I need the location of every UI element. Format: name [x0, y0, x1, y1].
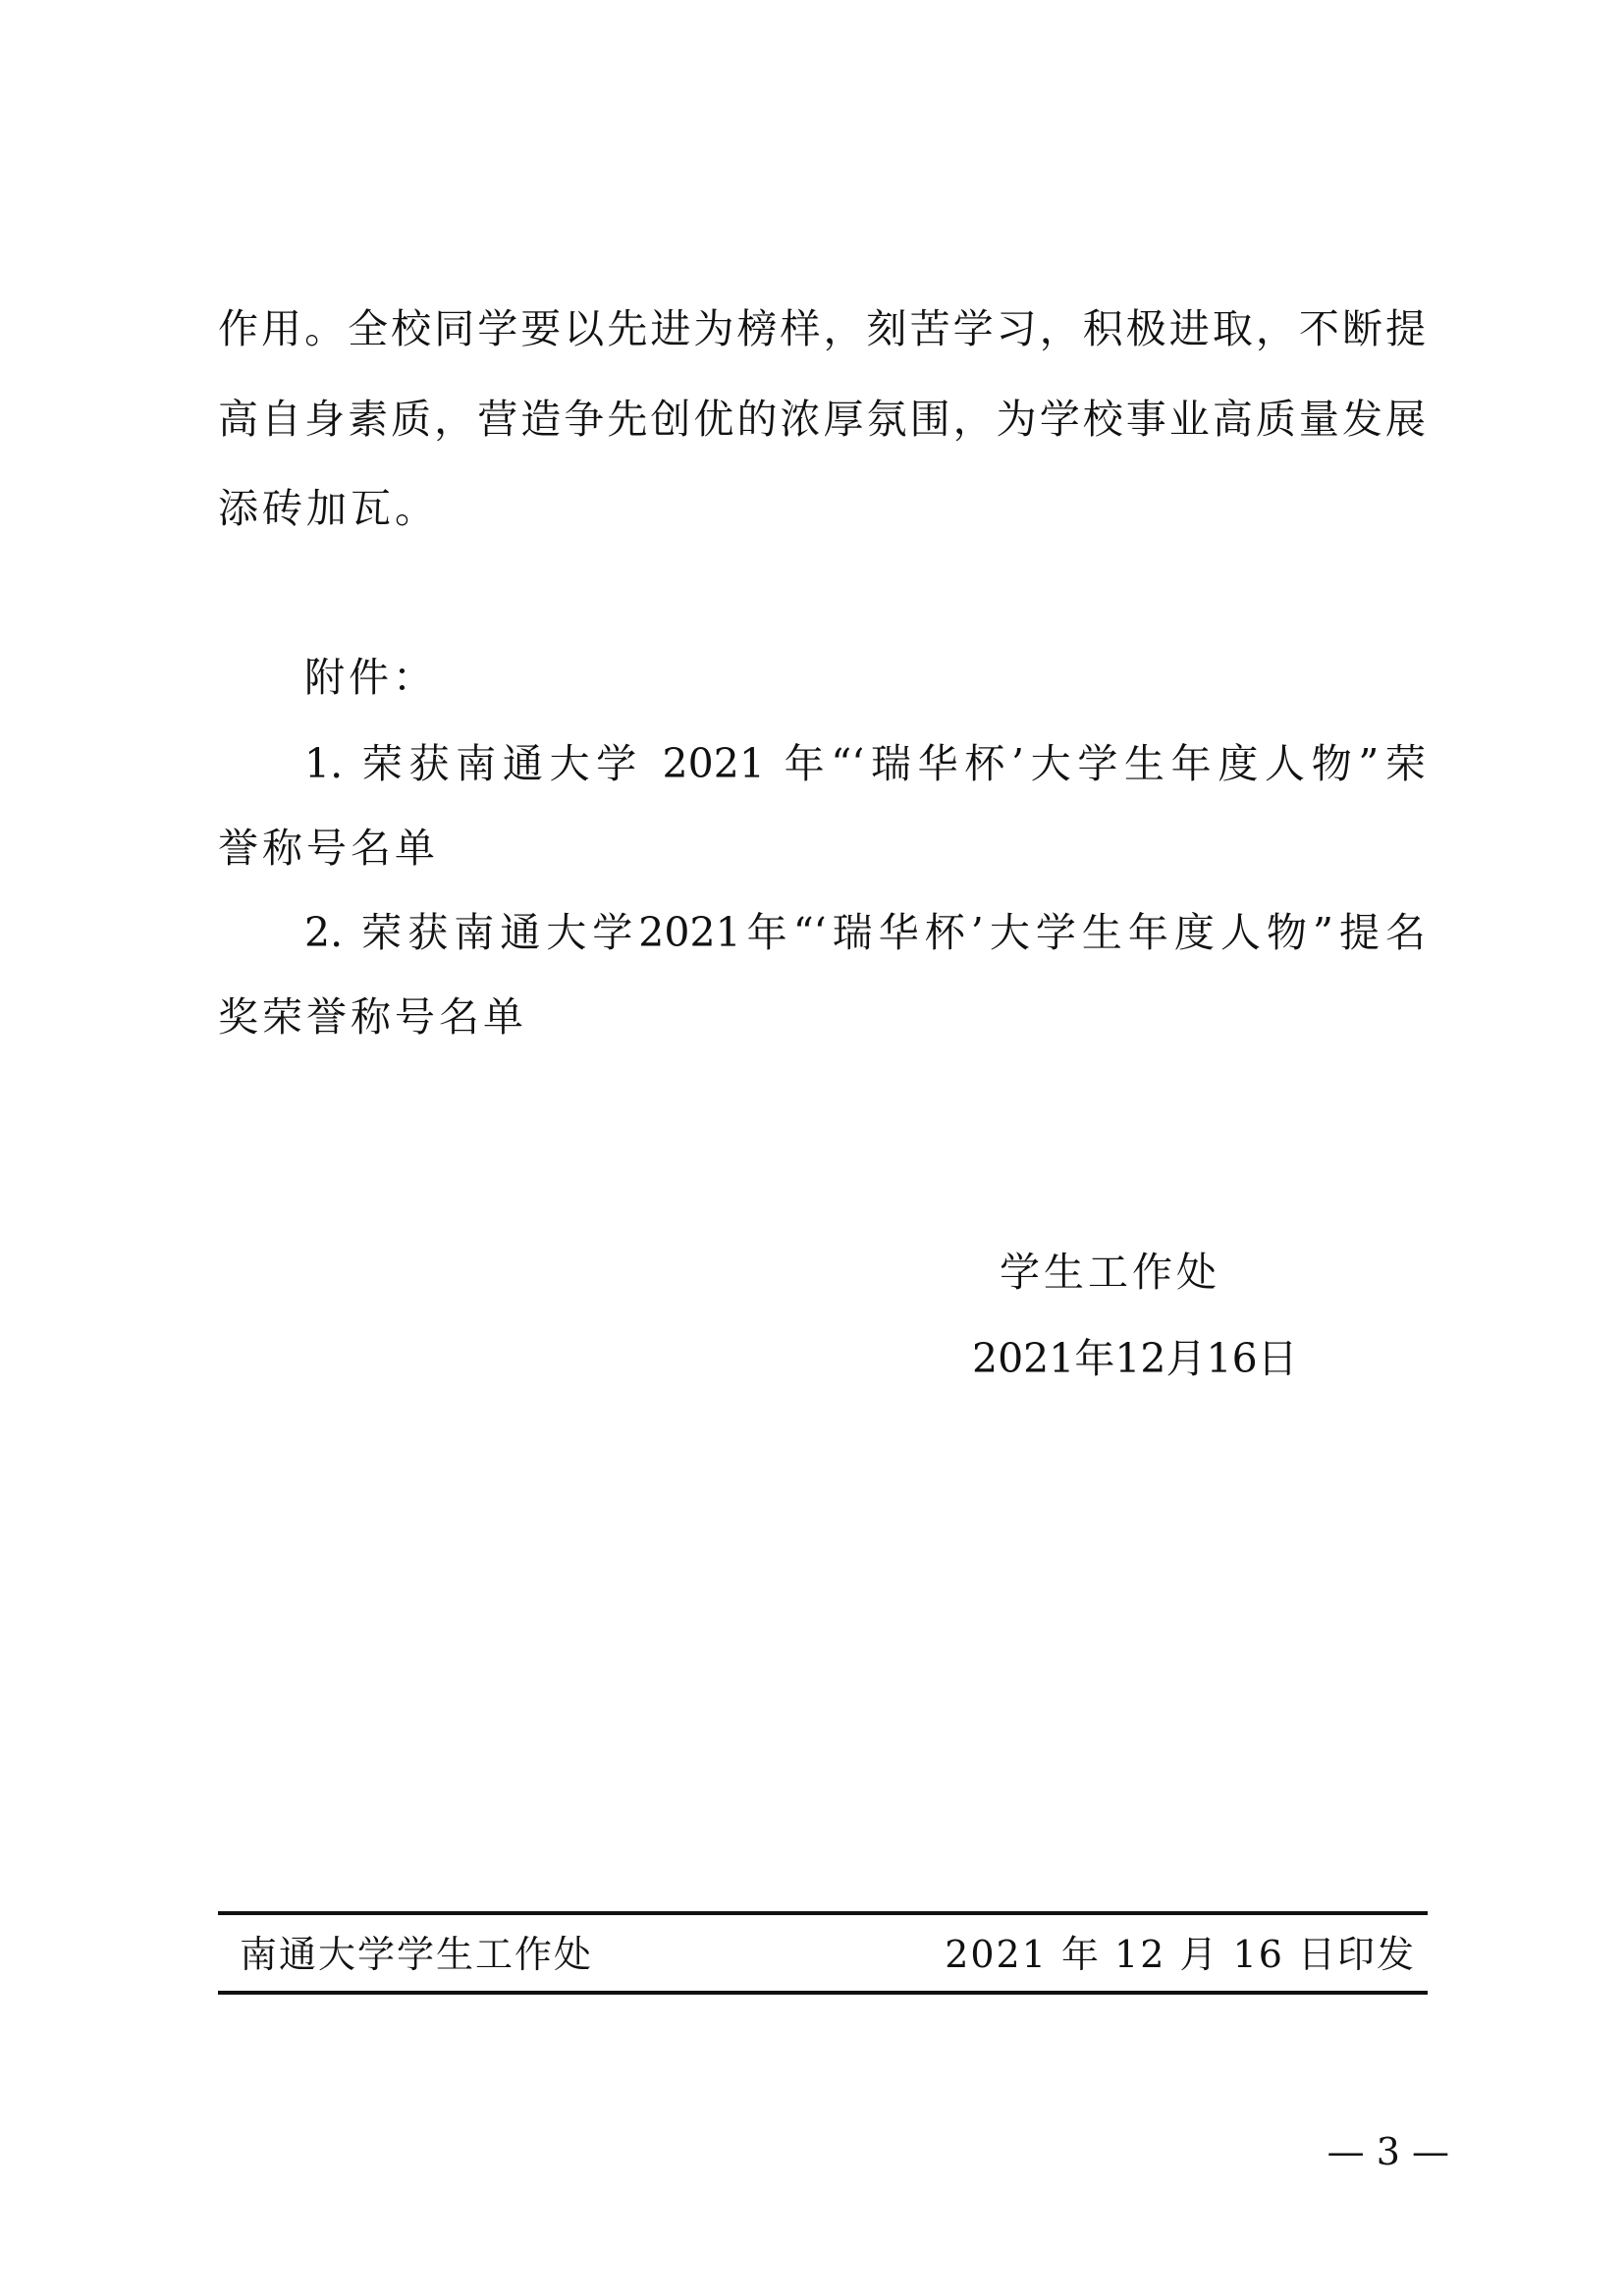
body-paragraph-line-3: 添砖加瓦。: [218, 485, 439, 532]
footer-top-rule: [218, 1911, 1428, 1915]
attachment-item-2-continued: 奖荣誉称号名单: [218, 993, 527, 1041]
attachment-item-1: 1. 荣获南通大学 2021 年“‘瑞华杯’大学生年度人物”荣: [304, 740, 1426, 787]
body-paragraph-line-1: 作用。全校同学要以先进为榜样，刻苦学习，积极进取，不断提: [218, 305, 1426, 352]
attachment-item-1-continued: 誉称号名单: [218, 825, 439, 872]
footer-issuer: 南通大学学生工作处: [240, 1933, 594, 1976]
signature-office: 学生工作处: [1000, 1249, 1220, 1296]
attachments-label: 附件：: [304, 654, 437, 701]
signature-date: 2021年12月16日: [972, 1335, 1298, 1382]
page-number: — 3 —: [1326, 2130, 1449, 2173]
body-paragraph-line-2: 高自身素质，营造争先创优的浓厚氛围，为学校事业高质量发展: [218, 396, 1426, 443]
footer-bottom-rule: [218, 1991, 1428, 1995]
attachment-item-2: 2. 荣获南通大学2021年“‘瑞华杯’大学生年度人物”提名: [304, 909, 1426, 956]
footer-issue-date: 2021 年 12 月 16 日印发: [945, 1933, 1416, 1976]
